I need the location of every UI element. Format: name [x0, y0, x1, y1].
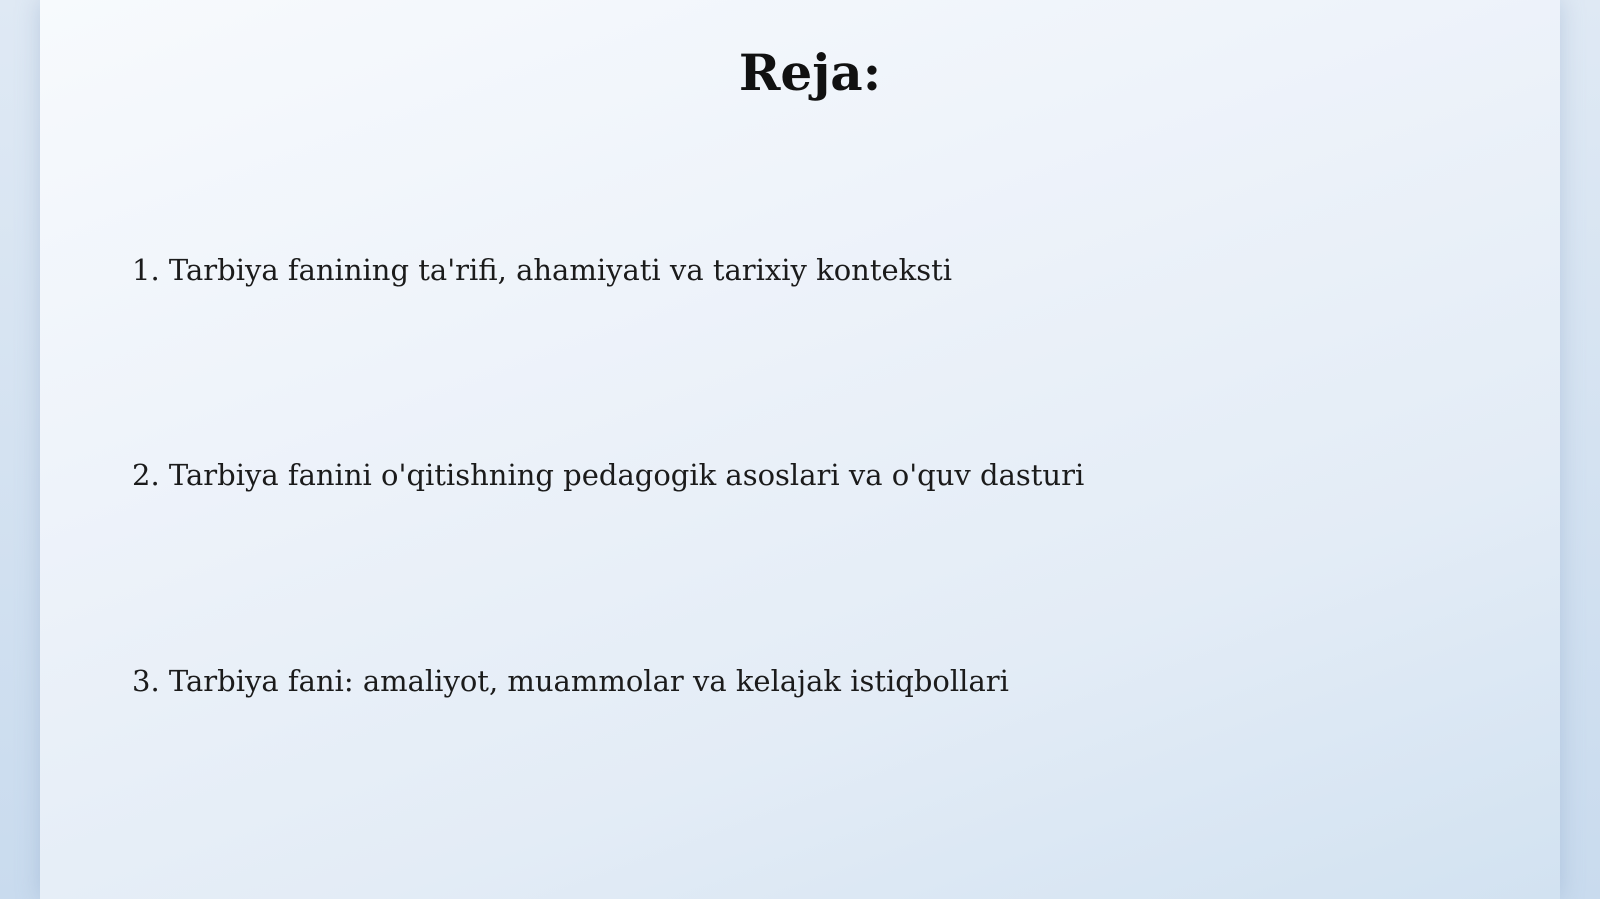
plan-item-3: 3. Tarbiya fani: amaliyot, muammolar va kelajak istiqbollari [132, 664, 1009, 698]
slide-title: Reja: [738, 43, 882, 102]
plan-item-2: 2. Tarbiya fanini o'qitishning pedagogik asoslari va o'quv dasturi [132, 458, 1085, 492]
slide [40, 0, 1560, 899]
plan-item-1: 1. Tarbiya fanining ta'rifi, ahamiyati va tarixiy konteksti [132, 253, 953, 287]
